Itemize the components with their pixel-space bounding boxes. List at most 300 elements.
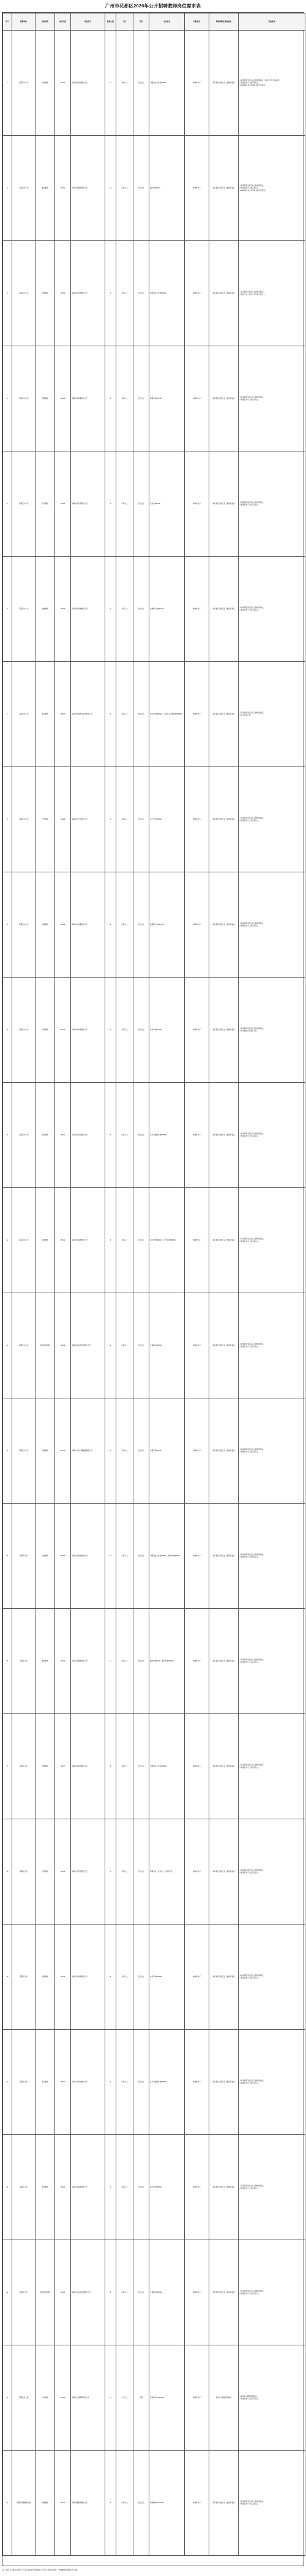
cell-post: 音乐教师 [35, 2030, 55, 2135]
cell-unit: 花都区小学 [12, 1925, 35, 2030]
cell-num: 6 [105, 346, 116, 451]
cell-unit: 花都区小学 [12, 2135, 35, 2240]
cell-no: 3 [3, 241, 12, 346]
cell-num: 3 [105, 2240, 116, 2345]
cell-requirements [239, 1293, 305, 1398]
cell-code: 26004 [55, 346, 71, 451]
cell-age: 35周岁以下 [185, 1925, 209, 2030]
cell-cert: 具有相应学段及以上教师资格证 [209, 1293, 239, 1398]
requirement-line: 1.具有相应学段及以上教师资格证； [239, 1974, 265, 1977]
cell-cert: 具有相应学段及以上教师资格证 [209, 2451, 239, 2556]
cell-post: 历史教师 [35, 767, 55, 872]
requirement-line: 1.具有相应学段及以上教师资格证； [239, 1764, 265, 1766]
cell-num: 3 [105, 872, 116, 978]
cell-no: 7 [3, 662, 12, 767]
requirement-line: 1.具有相应学段及以上教师资格证； [239, 2079, 265, 2082]
table-row [3, 1609, 305, 1714]
cell-cert: 具有相应学段及以上教师资格证 [209, 767, 239, 872]
cell-desc: 从事特殊教育教学工作 [71, 2451, 105, 2556]
cell-age: 35周岁以下 [185, 2451, 209, 2556]
requirement-line: 1.具有相应学段及以上教师资格证； [239, 1869, 265, 1871]
cell-unit: 花都区小学 [12, 2030, 35, 2135]
cell-desc: 从事中学美术教学工作 [71, 1188, 105, 1293]
cell-post: 美术教师 [35, 2135, 55, 2240]
cell-unit: 花都区中小学 [12, 1188, 35, 1293]
cell-unit: 花都区中小学 [12, 1398, 35, 1504]
col-header: 岗位名称 [35, 13, 55, 31]
cell-major: 数学类(B0701)、教育学类(B0401) [149, 1609, 185, 1714]
cell-major: 计算机类(B0809) [149, 2240, 185, 2345]
cell-requirements [239, 978, 305, 1083]
cell-age: 35周岁以下 [185, 346, 209, 451]
cell-num: 9 [105, 241, 116, 346]
cell-edu: 本科以上 [116, 662, 133, 767]
cell-requirements [239, 1925, 305, 2030]
cell-desc: 从事中学语文教学工作 [71, 31, 105, 136]
cell-post: 信息技术教师 [35, 2240, 55, 2345]
cell-post: 特教教师 [35, 2451, 55, 2556]
cell-age: 35周岁以下 [185, 136, 209, 241]
cell-post: 政治教师 [35, 662, 55, 767]
cell-edu: 本科以上 [116, 1925, 133, 2030]
requirement-line: 2.普通话水平二级乙等以上。 [239, 1661, 260, 1663]
cell-num: 10 [105, 136, 116, 241]
col-header: 招聘人数 [105, 13, 116, 31]
cell-desc: 从事中学英语教学工作 [71, 241, 105, 346]
cell-major: 计算机类(B0809) [149, 1293, 185, 1398]
requirement-line: 2.普通话水平二级乙等以上。 [239, 2292, 260, 2295]
cell-desc: 从事中学历史教学工作 [71, 767, 105, 872]
cell-desc: 从事中学数学教学工作 [71, 136, 105, 241]
cell-major: 心理学类(B0711) [149, 1398, 185, 1504]
cell-age: 35周岁以下 [185, 2240, 209, 2345]
requirement-line: 2.具有相应运动项目专长。 [239, 1030, 259, 1032]
cell-age: 35周岁以下 [185, 557, 209, 662]
requirement-line: 1.具有相应学段及以上教师资格证； [239, 711, 265, 714]
cell-age: 35周岁以下 [185, 1083, 209, 1188]
requirement-line: 2.普通话水平二级乙等以上。 [239, 1345, 260, 1348]
cell-unit: 花都区中小学 [12, 1293, 35, 1398]
cell-desc: 从事小学体育教学工作 [71, 1925, 105, 2030]
cell-age: 35周岁以下 [185, 1714, 209, 1819]
cell-unit: 花都区小学 [12, 1714, 35, 1819]
cell-unit: 花都区小学 [12, 1504, 35, 1609]
cell-age: 35周岁以下 [185, 1609, 209, 1714]
col-header: 职称或职业资格要求 [209, 13, 239, 31]
cell-unit: 花都区中小学 [12, 346, 35, 451]
cell-num: 5 [105, 451, 116, 557]
table-row [3, 2240, 305, 2345]
cell-num: 12 [105, 2345, 116, 2451]
cell-unit: 花都区中小学 [12, 136, 35, 241]
requirement-line: 1.具有相应学段及以上教师资格证； [239, 817, 265, 819]
cell-major: 物理学类、化学类、生物科学类 [149, 1819, 185, 1925]
cell-post: 生物教师 [35, 557, 55, 662]
cell-code: 26021 [55, 2135, 71, 2240]
cell-post: 心理教师 [35, 1398, 55, 1504]
cell-unit: 花都区小学 [12, 1819, 35, 1925]
requirement-line: 2.普通话水平二级乙等以上。 [239, 1240, 260, 1242]
cell-requirements [239, 1083, 305, 1188]
cell-edu: 本科以上 [116, 1714, 133, 1819]
table-row [3, 241, 305, 346]
cell-code: 26022 [55, 2240, 71, 2345]
table-row [3, 1083, 305, 1188]
cell-unit: 花都区特殊教育学校 [12, 2451, 35, 2556]
cell-unit: 花都区中小学 [12, 767, 35, 872]
cell-code: 26005 [55, 451, 71, 557]
col-header: 其他要求 [239, 13, 305, 31]
cell-code: 26007 [55, 662, 71, 767]
cell-code: 26024 [55, 2451, 71, 2556]
cell-edu: 本科以上 [116, 978, 133, 1083]
cell-requirements [239, 767, 305, 872]
cell-major: 历史学类(B0601) [149, 767, 185, 872]
cell-num: 6 [105, 1925, 116, 2030]
cell-age: 35周岁以下 [185, 1819, 209, 1925]
cell-no: 14 [3, 1398, 12, 1504]
cell-cert: 具有相应学段及以上教师资格证 [209, 557, 239, 662]
cell-num: 4 [105, 767, 116, 872]
col-header: 专业要求 [149, 13, 185, 31]
cell-code: 26010 [55, 978, 71, 1083]
cell-num: 4 [105, 2135, 116, 2240]
cell-unit: 花都区中小学 [12, 1083, 35, 1188]
cell-num: 16 [105, 1504, 116, 1609]
cell-age: 35周岁以下 [185, 1293, 209, 1398]
cell-major: 美术学类(B0507) [149, 2135, 185, 2240]
cell-desc: 从事幼儿园保育教育工作 [71, 2345, 105, 2451]
table-row [3, 2345, 305, 2451]
cell-requirements [239, 241, 305, 346]
requirement-line: 2.普通话水平二级乙等以上。 [239, 503, 260, 506]
cell-deg: 学士以上 [133, 1188, 149, 1293]
cell-age: 35周岁以下 [185, 1398, 209, 1504]
cell-unit: 花都区中小学 [12, 451, 35, 557]
cell-edu: 本科以上 [116, 2451, 133, 2556]
col-header: 序号 [3, 13, 12, 31]
cell-major: 政治学类(B0302)、马克思主义理论类(B0305) [149, 662, 185, 767]
cell-deg: 学士以上 [133, 1504, 149, 1609]
cell-no: 9 [3, 872, 12, 978]
cell-num: 14 [105, 1609, 116, 1714]
table-row [3, 451, 305, 557]
table-row [3, 1819, 305, 1925]
cell-post: 体育教师 [35, 978, 55, 1083]
requirement-line: 2.普通话水平二级乙等以上。 [239, 1135, 260, 1137]
cell-age: 35周岁以下 [185, 2135, 209, 2240]
cell-no: 11 [3, 1083, 12, 1188]
table-row [3, 662, 305, 767]
cell-requirements [239, 1714, 305, 1819]
cell-desc: 从事小学信息技术教学工作 [71, 2240, 105, 2345]
col-header: 招聘单位 [12, 13, 35, 31]
table-row [3, 1925, 305, 2030]
cell-desc: 从事中学地理教学工作 [71, 872, 105, 978]
cell-cert: 具有幼儿园教师资格证 [209, 2345, 239, 2451]
table-row [3, 1714, 305, 1819]
cell-no: 12 [3, 1188, 12, 1293]
cell-major: 中国语言文学类(B0501)、教育学类(B0401) [149, 1504, 185, 1609]
cell-desc: 从事中学生物教学工作 [71, 557, 105, 662]
cell-deg: 学士以上 [133, 346, 149, 451]
cell-cert: 具有相应学段及以上教师资格证 [209, 346, 239, 451]
cell-age: 35周岁以下 [185, 451, 209, 557]
cell-no: 2 [3, 136, 12, 241]
cell-desc: 从事中学化学教学工作 [71, 451, 105, 557]
cell-post: 英语教师 [35, 1714, 55, 1819]
cell-deg: 学士以上 [133, 1293, 149, 1398]
cell-num: 11 [105, 31, 116, 136]
cell-code: 26023 [55, 2345, 71, 2451]
cell-unit: 花都区中小学 [12, 872, 35, 978]
table-row [3, 346, 305, 451]
cell-edu: 本科以上 [116, 1504, 133, 1609]
cell-cert: 具有相应学段及以上教师资格证 [209, 1398, 239, 1504]
cell-requirements [239, 136, 305, 241]
cell-requirements [239, 31, 305, 136]
requirement-line: 1.具有相应学段及以上教师资格证； [239, 1132, 265, 1135]
requirement-line: 1.具有相应学段及以上教师资格证； [239, 1238, 265, 1240]
cell-cert: 具有相应学段及以上教师资格证 [209, 31, 239, 136]
cell-major: 数学类(B0701) [149, 136, 185, 241]
requirement-line: 1.具有幼儿园教师资格证； [239, 2395, 259, 2397]
cell-no: 5 [3, 451, 12, 557]
table-row [3, 2135, 305, 2240]
cell-requirements [239, 2451, 305, 2556]
cell-deg: 学士以上 [133, 31, 149, 136]
cell-no: 18 [3, 1819, 12, 1925]
cell-deg: 学士以上 [133, 1925, 149, 2030]
cell-major: 物理学类(B0702) [149, 346, 185, 451]
cell-deg: 学士以上 [133, 2135, 149, 2240]
cell-post: 物理教师 [35, 346, 55, 451]
cell-no: 4 [3, 346, 12, 451]
cell-edu: 本科以上 [116, 767, 133, 872]
table-row [3, 872, 305, 978]
cell-post: 化学教师 [35, 451, 55, 557]
cell-requirements [239, 2030, 305, 2135]
cell-desc: 从事小学科学教学工作 [71, 1819, 105, 1925]
cell-cert: 具有相应学段及以上教师资格证 [209, 1609, 239, 1714]
cell-code: 26020 [55, 2030, 71, 2135]
cell-major: 中国语言文学类(B0501) [149, 31, 185, 136]
cell-edu: 本科以上 [116, 1083, 133, 1188]
cell-cert: 具有相应学段及以上教师资格证 [209, 451, 239, 557]
cell-desc: 从事中学体育教学工作 [71, 978, 105, 1083]
cell-cert: 具有相应学段及以上教师资格证 [209, 241, 239, 346]
document-title: 广州市花都区2026年公开招聘教师岗位需求表 [105, 3, 201, 9]
cell-unit: 花都区小学 [12, 1609, 35, 1714]
cell-edu: 本科以上 [116, 451, 133, 557]
requirement-line: 1.具有相应学段及以上教师资格证，或持有考试合格证明； [239, 79, 281, 81]
cell-post: 英语教师 [35, 241, 55, 346]
cell-cert: 具有相应学段及以上教师资格证 [209, 662, 239, 767]
cell-cert: 具有相应学段及以上教师资格证 [209, 2135, 239, 2240]
cell-desc: 从事小学英语教学工作 [71, 1714, 105, 1819]
cell-deg: 学士以上 [133, 2451, 149, 2556]
cell-deg: 学士以上 [133, 1819, 149, 1925]
cell-cert: 具有相应学段及以上教师资格证 [209, 1714, 239, 1819]
cell-code: 26014 [55, 1398, 71, 1504]
table-row [3, 2451, 305, 2556]
cell-desc: 从事中小学心理健康教育工作 [71, 1398, 105, 1504]
requirement-line: 2.普通话水平二级乙等以上。 [239, 1766, 260, 1769]
cell-deg: 学士以上 [133, 241, 149, 346]
cell-age: 35周岁以下 [185, 978, 209, 1083]
cell-desc: 从事中学道德与法治教学工作 [71, 662, 105, 767]
cell-requirements [239, 2240, 305, 2345]
cell-post: 语文教师 [35, 1504, 55, 1609]
recruitment-table [2, 12, 304, 2566]
cell-major: 外国语言文学类(B0502) [149, 1714, 185, 1819]
table [2, 13, 305, 2556]
cell-edu: 本科以上 [116, 1609, 133, 1714]
cell-desc: 从事小学音乐教学工作 [71, 2030, 105, 2135]
cell-deg: 学士以上 [133, 662, 149, 767]
cell-deg: 学士以上 [133, 978, 149, 1083]
cell-desc: 从事小学美术教学工作 [71, 2135, 105, 2240]
cell-requirements [239, 662, 305, 767]
cell-unit: 花都区中小学 [12, 557, 35, 662]
cell-major: 外国语言文学类(B0502) [149, 241, 185, 346]
cell-cert: 具有相应学段及以上教师资格证 [209, 136, 239, 241]
cell-requirements [239, 451, 305, 557]
requirement-line: 2.普通话水平二级乙等以上。 [239, 819, 260, 822]
col-header: 学历 [116, 13, 133, 31]
cell-num: 3 [105, 1293, 116, 1398]
cell-requirements [239, 557, 305, 662]
cell-age: 35周岁以下 [185, 241, 209, 346]
cell-code: 26002 [55, 136, 71, 241]
requirement-line: 1.具有相应学段及以上教师资格证； [239, 2290, 265, 2292]
cell-deg: 学士以上 [133, 1398, 149, 1504]
cell-desc: 从事中学物理教学工作 [71, 346, 105, 451]
requirement-line: 2.普通话水平二级甲等以上。 [239, 81, 260, 84]
requirement-line: 2.普通话水平二级乙等以上。 [239, 1450, 260, 1453]
cell-major: 地理科学类(B0705) [149, 872, 185, 978]
cell-post: 科学教师 [35, 1819, 55, 1925]
cell-num: 4 [105, 2030, 116, 2135]
cell-num: 6 [105, 978, 116, 1083]
requirement-line: 2.普通话水平二级乙等以上。 [239, 924, 260, 927]
table-row [3, 978, 305, 1083]
cell-code: 26001 [55, 31, 71, 136]
requirement-line: 1.具有相应学段及以上教师资格证； [239, 1027, 265, 1030]
cell-requirements [239, 1609, 305, 1714]
col-header: 岗位简介 [71, 13, 105, 31]
cell-no: 16 [3, 1609, 12, 1714]
requirement-line: 1.具有相应学段及以上教师资格证； [239, 501, 265, 503]
cell-no: 10 [3, 978, 12, 1083]
cell-desc: 从事中学信息技术教学工作 [71, 1293, 105, 1398]
cell-num: 3 [105, 1083, 116, 1188]
cell-post: 语文教师 [35, 31, 55, 136]
cell-desc: 从事小学数学教学工作 [71, 1609, 105, 1714]
requirement-line: 3.2026届毕业生可持就业推荐表报名。 [239, 189, 267, 191]
cell-edu: 本科以上 [116, 1819, 133, 1925]
cell-deg: 学士以上 [133, 872, 149, 978]
cell-num: 3 [105, 1188, 116, 1293]
cell-code: 26003 [55, 241, 71, 346]
cell-post: 美术教师 [35, 1188, 55, 1293]
cell-no: 17 [3, 1714, 12, 1819]
cell-age: 30周岁以下 [185, 2345, 209, 2451]
cell-deg: 学士以上 [133, 1714, 149, 1819]
cell-age: 35周岁以下 [185, 2030, 209, 2135]
cell-no: 22 [3, 2240, 12, 2345]
cell-edu: 本科以上 [116, 2030, 133, 2135]
cell-major: 体育学类(B0403) [149, 1925, 185, 2030]
requirement-line: 2.普通话水平二级乙等以上。 [239, 398, 260, 401]
cell-num: 4 [105, 1398, 116, 1504]
cell-edu: 本科以上 [116, 1398, 133, 1504]
cell-code: 26008 [55, 767, 71, 872]
requirement-line: 2.普通话水平二级乙等以上。 [239, 2397, 260, 2400]
cell-num: 3 [105, 2451, 116, 2556]
cell-code: 26017 [55, 1714, 71, 1819]
cell-no: 24 [3, 2451, 12, 2556]
cell-cert: 具有相应学段及以上教师资格证 [209, 1819, 239, 1925]
cell-major: 美术学类(B0507)、设计学类(B0508) [149, 1188, 185, 1293]
table-row [3, 1293, 305, 1398]
requirement-line: 2.普通话水平二级甲等以上。 [239, 1556, 260, 1558]
cell-requirements [239, 1819, 305, 1925]
cell-no: 6 [3, 557, 12, 662]
table-row [3, 767, 305, 872]
cell-edu: 本科以上 [116, 557, 133, 662]
cell-no: 1 [3, 31, 12, 136]
cell-no: 21 [3, 2135, 12, 2240]
cell-post: 地理教师 [35, 872, 55, 978]
footer-note: 注：岗位专业参考目录为《广东省2026年考试录用公务员专业参考目录》；详细要求以招聘公告为准。 [2, 2569, 80, 2571]
cell-code: 26015 [55, 1504, 71, 1609]
cell-post: 音乐教师 [35, 1083, 55, 1188]
cell-code: 26019 [55, 1925, 71, 2030]
requirement-line: 2.普通话水平二级乙等以上。 [239, 2082, 260, 2084]
cell-unit: 花都区中小学 [12, 31, 35, 136]
table-row [3, 2030, 305, 2135]
cell-cert: 具有相应学段及以上教师资格证 [209, 2030, 239, 2135]
cell-num: 4 [105, 1819, 116, 1925]
cell-major: 体育学类(B0403) [149, 978, 185, 1083]
cell-deg: 学士以上 [133, 1609, 149, 1714]
cell-major: 化学类(B0703) [149, 451, 185, 557]
cell-post: 体育教师 [35, 1925, 55, 2030]
cell-cert: 具有相应学段及以上教师资格证 [209, 1188, 239, 1293]
cell-post: 幼儿教师 [35, 2345, 55, 2451]
cell-post: 信息技术教师 [35, 1293, 55, 1398]
col-header: 年龄要求 [185, 13, 209, 31]
cell-no: 15 [3, 1504, 12, 1609]
cell-deg: 学士以上 [133, 2240, 149, 2345]
cell-edu: 本科以上 [116, 241, 133, 346]
cell-major: 音乐与舞蹈学类(B0505) [149, 2030, 185, 2135]
cell-no: 13 [3, 1293, 12, 1398]
cell-num: 4 [105, 557, 116, 662]
cell-major: 音乐与舞蹈学类(B0505) [149, 1083, 185, 1188]
cell-edu: 本科以上 [116, 136, 133, 241]
cell-cert: 具有相应学段及以上教师资格证 [209, 2240, 239, 2345]
cell-age: 35周岁以下 [185, 662, 209, 767]
cell-no: 20 [3, 2030, 12, 2135]
cell-deg: 学士以上 [133, 1083, 149, 1188]
cell-deg: 学士以上 [133, 557, 149, 662]
cell-unit: 花都区小学 [12, 2240, 35, 2345]
cell-major: 生物科学类(B0710) [149, 557, 185, 662]
cell-unit: 花都区中小学 [12, 241, 35, 346]
requirement-line: 2.英语专业八级或大学英语六级以上。 [239, 293, 267, 295]
